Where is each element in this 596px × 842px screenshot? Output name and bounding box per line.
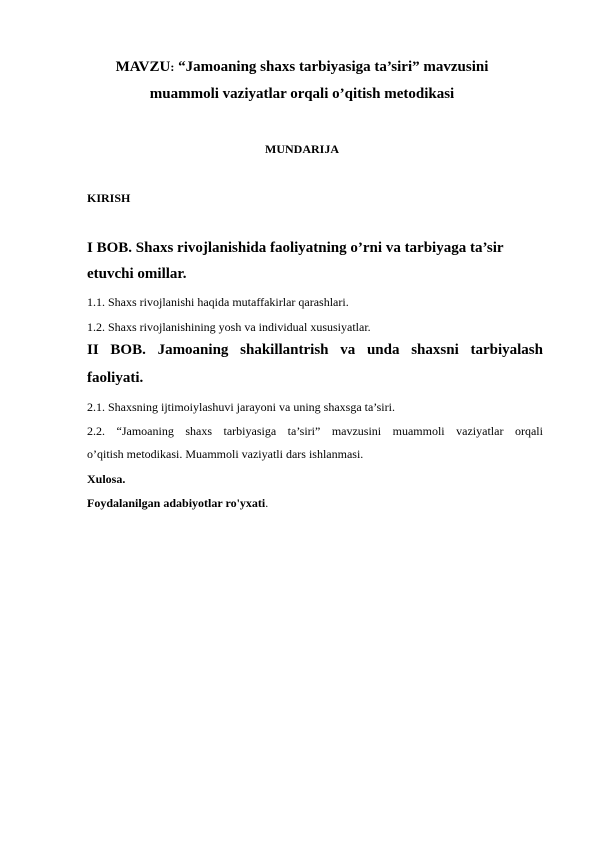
section22-word: vaziyatlar bbox=[456, 424, 504, 438]
section22-word: orqali bbox=[514, 424, 543, 438]
section22-word: 2.2. bbox=[87, 424, 105, 438]
chapter2-word: Jamoaning bbox=[157, 342, 229, 358]
chapter2-word: unda bbox=[366, 342, 400, 358]
section22-word: “Jamoaning bbox=[116, 424, 174, 438]
toc-chapter2-line1 bbox=[87, 342, 543, 359]
document-title-line2: muammoli vaziyatlar orqali o’qitish metodikasi bbox=[149, 86, 455, 102]
title-prefix: MAVZU bbox=[115, 59, 171, 75]
chapter2-word: tarbiyalash bbox=[470, 342, 543, 358]
chapter2-word: va bbox=[340, 342, 356, 358]
chapter2-word: shaxsni bbox=[411, 342, 459, 358]
toc-section-2-2-line2: o’qitish metodikasi. Muammoli vaziyatli dars ishlanmasi. bbox=[87, 447, 364, 461]
toc-section-2-2-line1 bbox=[87, 424, 543, 439]
toc-chapter1-line2: etuvchi omillar. bbox=[87, 266, 187, 282]
references-label: Foydalanilgan adabiyotlar ro'yxati bbox=[87, 496, 266, 510]
toc-references bbox=[87, 496, 543, 511]
toc-chapter2-line2: faoliyati. bbox=[87, 370, 144, 386]
chapter2-word: II bbox=[87, 342, 99, 358]
section22-word: muammoli bbox=[392, 424, 445, 438]
toc-conclusion: Xulosa. bbox=[87, 472, 126, 486]
section22-word: shaxs bbox=[185, 424, 212, 438]
title-text-line1: “Jamoaning shaxs tarbiyasiga ta’siri” mavzusini bbox=[174, 59, 489, 75]
section22-word: mavzusini bbox=[331, 424, 382, 438]
toc-section-1-1: 1.1. Shaxs rivojlanishi haqida mutaffakirlar qarashlari. bbox=[87, 295, 349, 309]
section22-word: tarbiyasiga bbox=[223, 424, 277, 438]
document-title-line1 bbox=[87, 59, 517, 76]
title-colon: : bbox=[170, 60, 175, 74]
section22-word: ta’siri” bbox=[287, 424, 321, 438]
toc-section-1-2: 1.2. Shaxs rivojlanishining yosh va individual xususiyatlar. bbox=[87, 320, 371, 334]
toc-chapter1-line1: I BOB. Shaxs rivojlanishida faoliyatning o’rni va tarbiyaga ta’sir bbox=[87, 240, 504, 256]
toc-section-2-1: 2.1. Shaxsning ijtimoiylashuvi jarayoni va uning shaxsga ta’siri. bbox=[87, 400, 395, 414]
toc-intro: KIRISH bbox=[87, 191, 131, 205]
contents-heading: MUNDARIJA bbox=[265, 142, 339, 156]
chapter2-word: shakillantrish bbox=[240, 342, 329, 358]
chapter2-word: BOB. bbox=[110, 342, 146, 358]
references-period: . bbox=[265, 496, 269, 510]
